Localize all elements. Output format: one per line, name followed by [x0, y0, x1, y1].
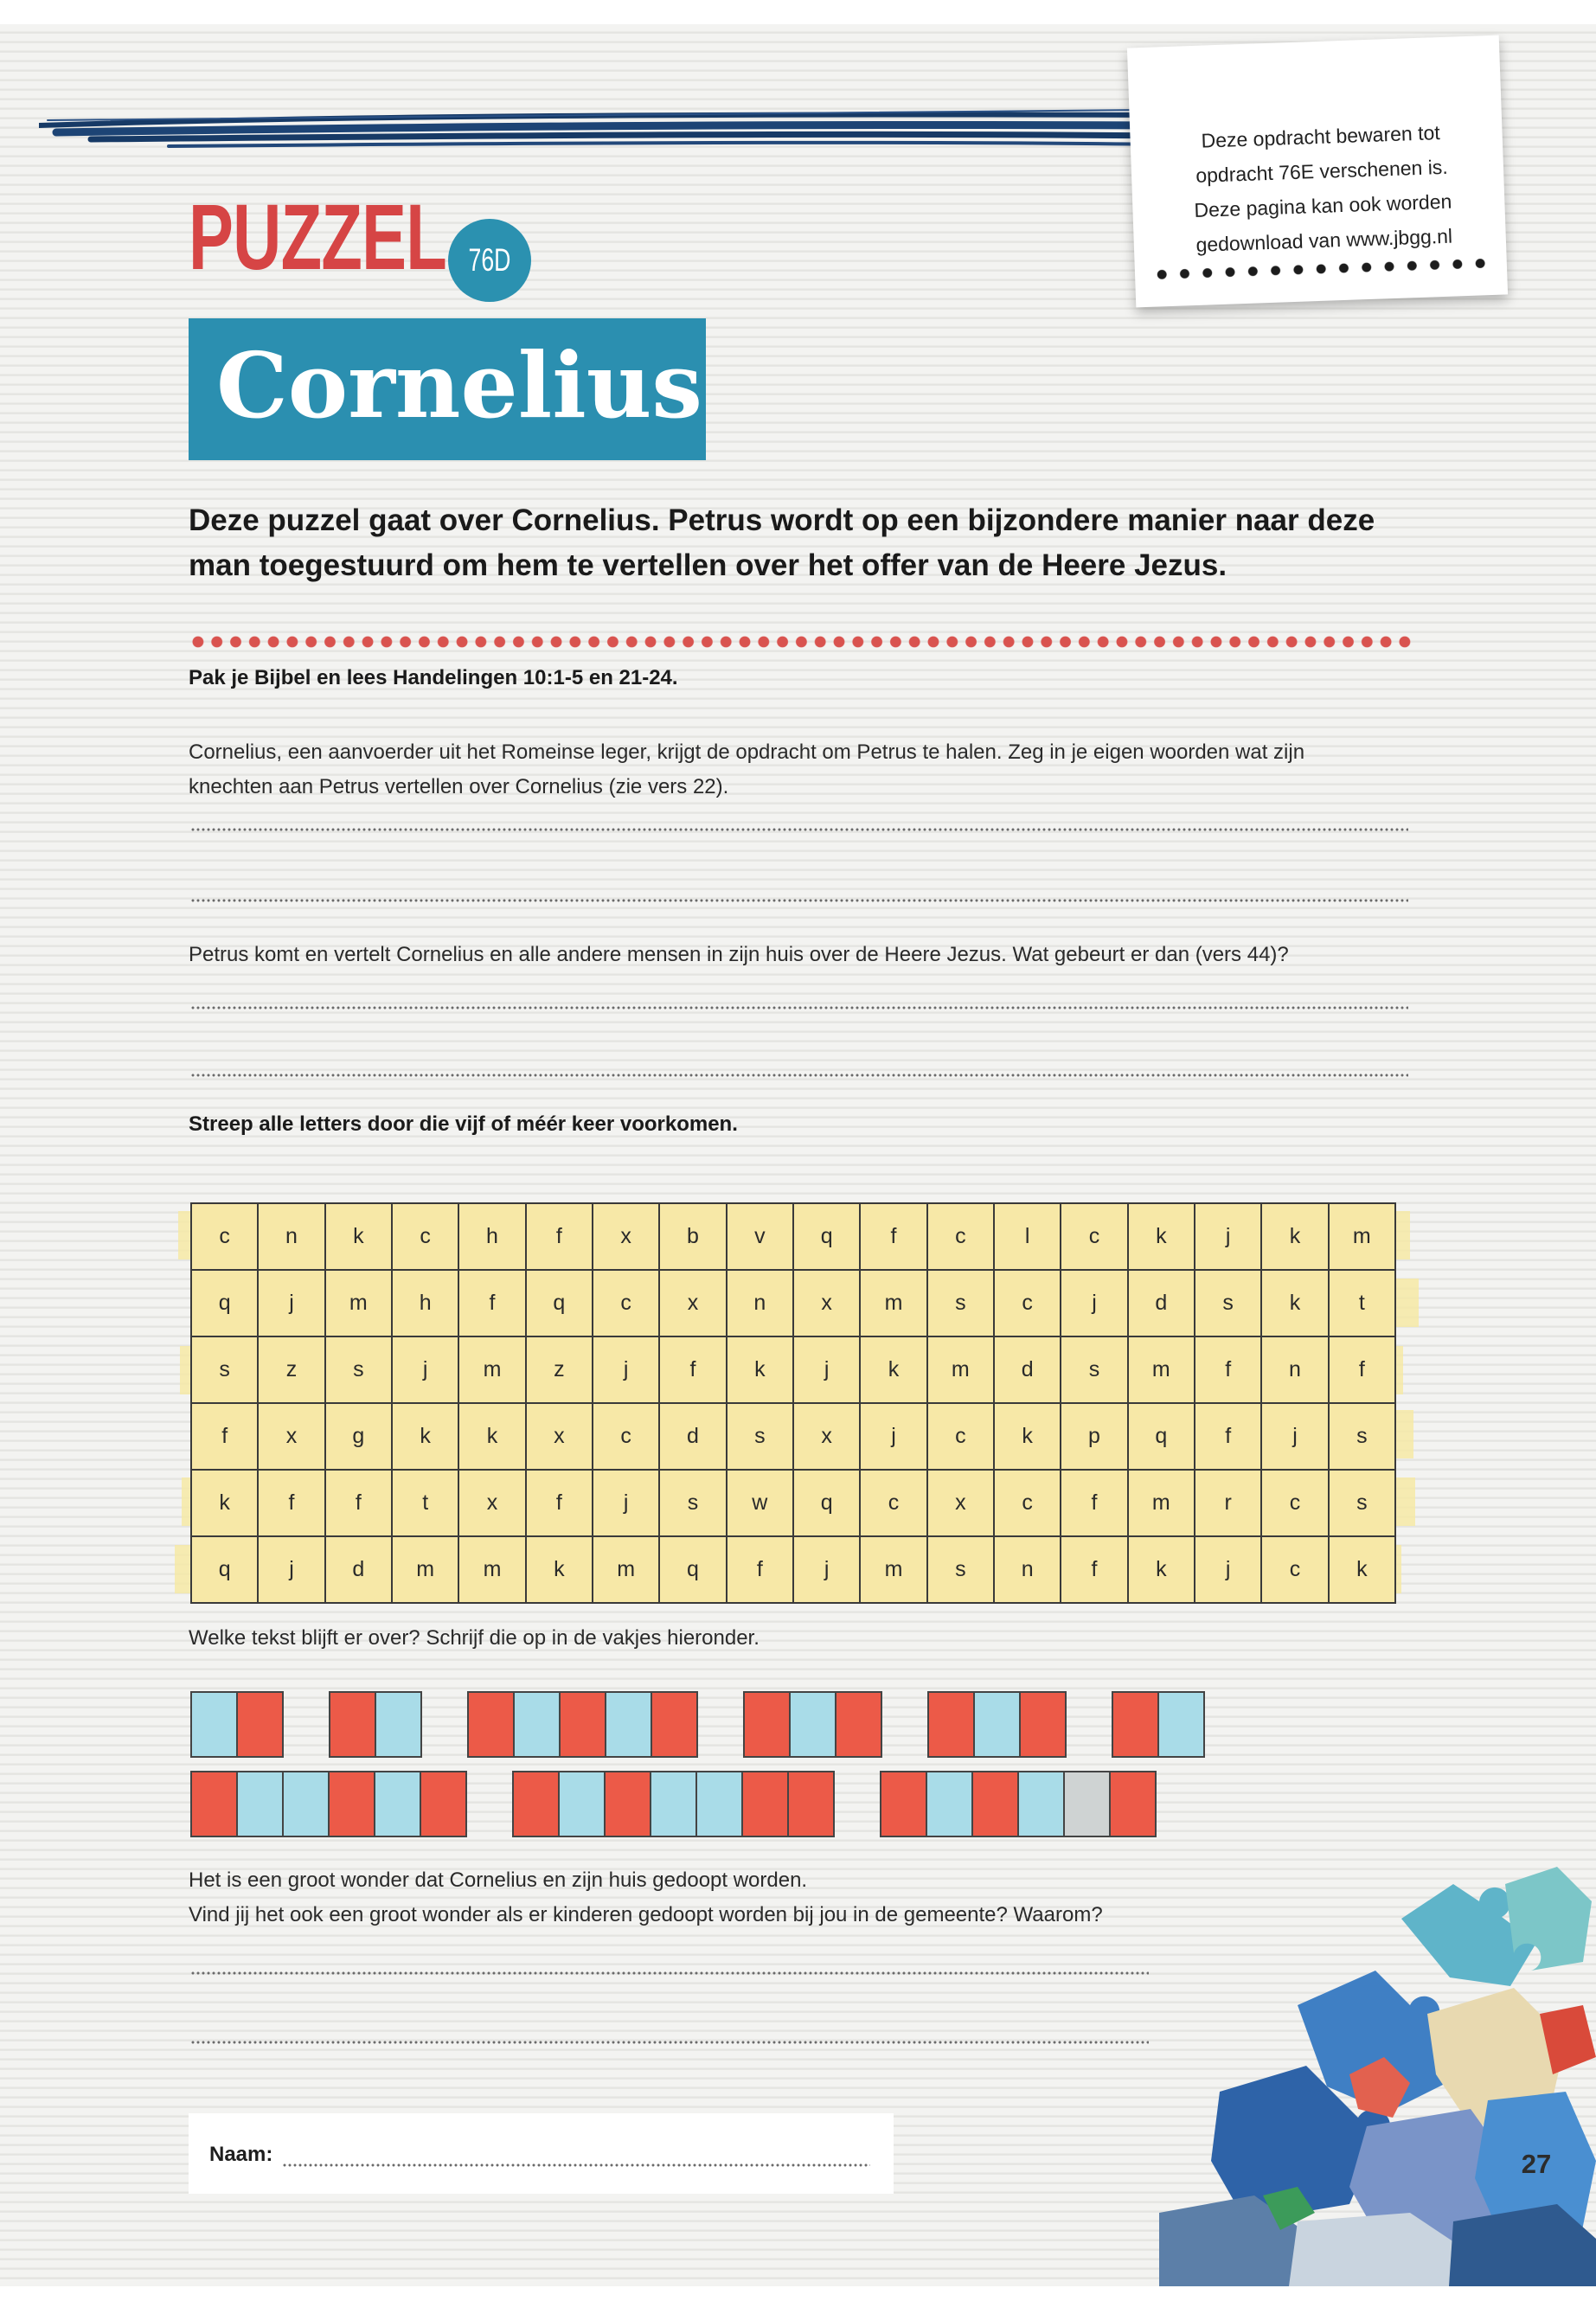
note-line: opdracht 76E verschenen is. [1195, 155, 1449, 187]
grid-cell[interactable]: s [727, 1404, 794, 1471]
answer-box-red[interactable] [743, 1771, 789, 1837]
grid-cell[interactable]: l [995, 1204, 1061, 1271]
answer-box-red[interactable] [881, 1771, 927, 1837]
grid-cell[interactable]: h [393, 1271, 459, 1337]
answer-row-1 [190, 1691, 1205, 1758]
grid-cell[interactable]: x [794, 1271, 861, 1337]
grid-cell[interactable]: n [727, 1271, 794, 1337]
grid-cell[interactable]: n [995, 1537, 1061, 1604]
puzzle-code: 76D [468, 242, 511, 278]
question-3-line: Het is een groot wonder dat Cornelius en zijn huis gedoopt worden. [189, 1868, 808, 1892]
grid-cell[interactable]: g [326, 1404, 393, 1471]
grid-cell[interactable]: j [593, 1471, 660, 1537]
grid-cell[interactable]: k [1262, 1204, 1329, 1271]
grid-cell[interactable]: j [259, 1537, 325, 1604]
grid-cell[interactable]: f [1195, 1337, 1262, 1404]
note-line: Deze opdracht bewaren tot [1201, 121, 1441, 152]
answer-box-blue[interactable] [284, 1771, 330, 1837]
grid-cell[interactable]: d [1129, 1271, 1195, 1337]
grid-cell[interactable]: f [527, 1204, 593, 1271]
answer-box-red[interactable] [514, 1771, 560, 1837]
grid-cell[interactable]: s [928, 1537, 995, 1604]
grid-cell[interactable]: f [1330, 1337, 1396, 1404]
grid-cell[interactable]: z [259, 1337, 325, 1404]
grid-cell[interactable]: n [1262, 1337, 1329, 1404]
answer-box-blue[interactable] [238, 1771, 284, 1837]
grid-cell[interactable]: k [459, 1404, 526, 1471]
grid-cell[interactable]: v [727, 1204, 794, 1271]
grid-cell[interactable]: k [192, 1471, 259, 1537]
grid-cell[interactable]: q [192, 1271, 259, 1337]
grid-cell[interactable]: m [593, 1537, 660, 1604]
grid-cell[interactable]: j [1262, 1404, 1329, 1471]
grid-cell[interactable]: x [459, 1471, 526, 1537]
answer-box-blue[interactable] [927, 1771, 973, 1837]
answer-line[interactable] [190, 2041, 1149, 2044]
grid-cell[interactable]: f [192, 1404, 259, 1471]
grid-cell[interactable]: x [259, 1404, 325, 1471]
puzzle-code-badge [448, 219, 531, 302]
reading-instruction: Pak je Bijbel en lees Handelingen 10:1-5 en 21-24. [189, 666, 678, 689]
grid-cell[interactable]: s [326, 1337, 393, 1404]
name-label: Naam: [209, 2143, 273, 2166]
grid-cell[interactable]: c [928, 1404, 995, 1471]
answer-word [467, 1691, 698, 1758]
answer-line[interactable] [190, 1006, 1408, 1009]
grid-cell[interactable]: t [1330, 1271, 1396, 1337]
answer-word [512, 1771, 835, 1837]
grid-cell[interactable]: m [459, 1337, 526, 1404]
grid-cell[interactable]: q [1129, 1404, 1195, 1471]
grid-cell[interactable]: d [660, 1404, 727, 1471]
answer-box-blue[interactable] [697, 1771, 743, 1837]
grid-cell[interactable]: k [527, 1537, 593, 1604]
storage-note-text [1164, 114, 1480, 263]
question-1 [189, 735, 1417, 804]
grid-cell[interactable]: c [928, 1204, 995, 1271]
answer-box-red[interactable] [192, 1771, 238, 1837]
grid-cell[interactable]: z [527, 1337, 593, 1404]
grid-cell[interactable]: f [861, 1204, 927, 1271]
answer-box-red[interactable] [652, 1691, 698, 1758]
grid-cell[interactable]: m [1129, 1337, 1195, 1404]
grid-cell[interactable]: c [393, 1204, 459, 1271]
grid-cell[interactable]: m [861, 1537, 927, 1604]
grid-cell[interactable]: s [660, 1471, 727, 1537]
grid-instruction: Streep alle letters door die vijf of méér keer voorkomen. [189, 1112, 738, 1136]
answer-box-blue[interactable] [791, 1691, 836, 1758]
puzzle-pieces-decoration [1142, 1815, 1596, 2286]
page-number: 27 [1521, 2149, 1552, 2179]
answer-box-gray[interactable] [1065, 1771, 1111, 1837]
grid-cell[interactable]: s [1330, 1471, 1396, 1537]
answer-word [927, 1691, 1067, 1758]
answer-line[interactable] [190, 1971, 1149, 1975]
page-title: Cornelius [216, 332, 702, 439]
grid-cell[interactable]: c [995, 1471, 1061, 1537]
intro-line: Deze puzzel gaat over Cornelius. Petrus wordt op een bijzondere manier naar deze [189, 503, 1375, 537]
answer-box-blue[interactable] [1019, 1771, 1065, 1837]
grid-cell[interactable]: c [192, 1204, 259, 1271]
grid-cell[interactable]: m [861, 1271, 927, 1337]
grid-cell[interactable]: f [1061, 1537, 1128, 1604]
grid-cell[interactable]: c [1061, 1204, 1128, 1271]
grid-cell[interactable]: d [995, 1337, 1061, 1404]
grid-cell[interactable]: c [861, 1471, 927, 1537]
answer-word [880, 1771, 1157, 1837]
letter-grid [190, 1202, 1396, 1604]
answer-box-red[interactable] [789, 1771, 835, 1837]
grid-cell[interactable]: j [794, 1537, 861, 1604]
grid-cell[interactable]: s [1061, 1337, 1128, 1404]
grid-cell[interactable]: t [393, 1471, 459, 1537]
note-line: gedownload van www.jbgg.nl [1195, 224, 1453, 256]
answer-box-blue[interactable] [651, 1771, 697, 1837]
answer-box-blue[interactable] [606, 1691, 652, 1758]
puzzle-label: PUZZEL [189, 184, 447, 289]
grid-cell[interactable]: k [326, 1204, 393, 1271]
grid-cell[interactable]: q [794, 1471, 861, 1537]
answer-box-red[interactable] [1021, 1691, 1067, 1758]
grid-cell[interactable]: c [593, 1271, 660, 1337]
answer-box-red[interactable] [238, 1691, 284, 1758]
grid-cell[interactable]: k [1129, 1537, 1195, 1604]
answer-box-blue[interactable] [192, 1691, 238, 1758]
grid-cell[interactable]: f [459, 1271, 526, 1337]
answer-line[interactable] [190, 899, 1408, 902]
grid-cell[interactable]: f [527, 1471, 593, 1537]
answer-box-red[interactable] [1113, 1691, 1159, 1758]
grid-cell[interactable]: m [459, 1537, 526, 1604]
answer-box-blue[interactable] [1159, 1691, 1205, 1758]
grid-cell[interactable]: s [192, 1337, 259, 1404]
answer-box-blue[interactable] [515, 1691, 561, 1758]
grid-cell[interactable]: f [259, 1471, 325, 1537]
grid-cell[interactable]: s [1330, 1404, 1396, 1471]
name-input-line[interactable] [282, 2163, 870, 2167]
grid-cell[interactable]: k [727, 1337, 794, 1404]
answer-word [190, 1691, 284, 1758]
grid-cell[interactable]: r [1195, 1471, 1262, 1537]
grid-cell[interactable]: k [861, 1337, 927, 1404]
grid-cell[interactable]: f [660, 1337, 727, 1404]
grid-cell[interactable]: j [259, 1271, 325, 1337]
answer-box-red[interactable] [973, 1771, 1019, 1837]
grid-cell[interactable]: d [326, 1537, 393, 1604]
grid-cell[interactable]: j [794, 1337, 861, 1404]
answer-box-blue[interactable] [560, 1771, 606, 1837]
grid-cell[interactable]: m [326, 1271, 393, 1337]
question-3-line: Vind jij het ook een groot wonder als er kinderen gedoopt worden bij jou in de gemeente? Waarom? [189, 1903, 1103, 1926]
grid-cell[interactable]: w [727, 1471, 794, 1537]
answer-box-blue[interactable] [375, 1771, 421, 1837]
grid-cell[interactable]: q [794, 1204, 861, 1271]
grid-cell[interactable]: k [1129, 1204, 1195, 1271]
answer-box-blue[interactable] [975, 1691, 1021, 1758]
grid-cell[interactable]: n [259, 1204, 325, 1271]
grid-cell[interactable]: m [393, 1537, 459, 1604]
grid-cell[interactable]: k [995, 1404, 1061, 1471]
grid-cell[interactable]: j [861, 1404, 927, 1471]
worksheet-page [0, 24, 1596, 2286]
answer-box-red[interactable] [469, 1691, 515, 1758]
answer-word [329, 1691, 422, 1758]
grid-cell[interactable]: j [393, 1337, 459, 1404]
brush-stroke-decoration [39, 106, 1163, 158]
grid-cell[interactable]: m [1129, 1471, 1195, 1537]
answer-word [1112, 1691, 1205, 1758]
grid-cell[interactable]: c [1262, 1471, 1329, 1537]
answer-line[interactable] [190, 1074, 1408, 1077]
grid-cell[interactable]: c [995, 1271, 1061, 1337]
storage-note-card [1127, 35, 1508, 308]
question-1-line: Cornelius, een aanvoerder uit het Romeinse leger, krijgt de opdracht om Petrus te halen. Zeg in je eigen woorden wat zijn [189, 740, 1305, 764]
grid-cell[interactable]: x [794, 1404, 861, 1471]
grid-cell[interactable]: f [1061, 1471, 1128, 1537]
grid-cell[interactable]: m [928, 1337, 995, 1404]
grid-cell[interactable]: s [928, 1271, 995, 1337]
red-dot-divider [189, 635, 1413, 649]
grid-cell[interactable]: k [1330, 1537, 1396, 1604]
answer-box-red[interactable] [421, 1771, 467, 1837]
grid-cell[interactable]: j [1061, 1271, 1128, 1337]
grid-cell[interactable]: q [660, 1537, 727, 1604]
grid-cell[interactable]: c [1262, 1537, 1329, 1604]
grid-cell[interactable]: x [527, 1404, 593, 1471]
grid-cell[interactable]: j [1195, 1204, 1262, 1271]
question-2: Petrus komt en vertelt Cornelius en alle andere mensen in zijn huis over de Heere Jezus. Wat gebeurt er dan (vers 44)? [189, 943, 1289, 966]
grid-cell[interactable]: q [527, 1271, 593, 1337]
grid-cell[interactable]: k [393, 1404, 459, 1471]
intro-paragraph [189, 498, 1400, 588]
note-line: Deze pagina kan ook worden [1194, 189, 1452, 221]
grid-cell[interactable]: c [593, 1404, 660, 1471]
answer-row-2 [190, 1771, 1157, 1837]
grid-cell[interactable]: x [593, 1204, 660, 1271]
answer-word [190, 1771, 467, 1837]
grid-cell[interactable]: p [1061, 1404, 1128, 1471]
answer-box-red[interactable] [606, 1771, 651, 1837]
grid-cell[interactable]: b [660, 1204, 727, 1271]
grid-cell[interactable]: f [1195, 1404, 1262, 1471]
grid-cell[interactable]: j [1195, 1537, 1262, 1604]
grid-cell[interactable]: q [192, 1537, 259, 1604]
answer-box-blue[interactable] [376, 1691, 422, 1758]
answer-box-red[interactable] [745, 1691, 791, 1758]
grid-cell[interactable]: m [1330, 1204, 1396, 1271]
name-box [189, 2113, 894, 2194]
answer-instruction: Welke tekst blijft er over? Schrijf die op in de vakjes hieronder. [189, 1626, 760, 1650]
grid-cell[interactable]: f [727, 1537, 794, 1604]
grid-cell[interactable]: s [1195, 1271, 1262, 1337]
answer-box-red[interactable] [929, 1691, 975, 1758]
answer-word [743, 1691, 882, 1758]
title-banner [189, 318, 706, 460]
grid-cell[interactable]: k [1262, 1271, 1329, 1337]
grid-cell[interactable]: j [593, 1337, 660, 1404]
answer-box-red[interactable] [330, 1771, 375, 1837]
question-1-line: knechten aan Petrus vertellen over Cornelius (zie vers 22). [189, 775, 729, 798]
intro-line: man toegestuurd om hem te vertellen over het offer van de Heere Jezus. [189, 548, 1227, 582]
grid-cell[interactable]: f [326, 1471, 393, 1537]
answer-box-red[interactable] [836, 1691, 882, 1758]
grid-cell[interactable]: x [660, 1271, 727, 1337]
grid-cell[interactable]: x [928, 1471, 995, 1537]
answer-box-red[interactable] [330, 1691, 376, 1758]
grid-cell[interactable]: h [459, 1204, 526, 1271]
answer-box-red[interactable] [561, 1691, 606, 1758]
answer-line[interactable] [190, 828, 1408, 831]
